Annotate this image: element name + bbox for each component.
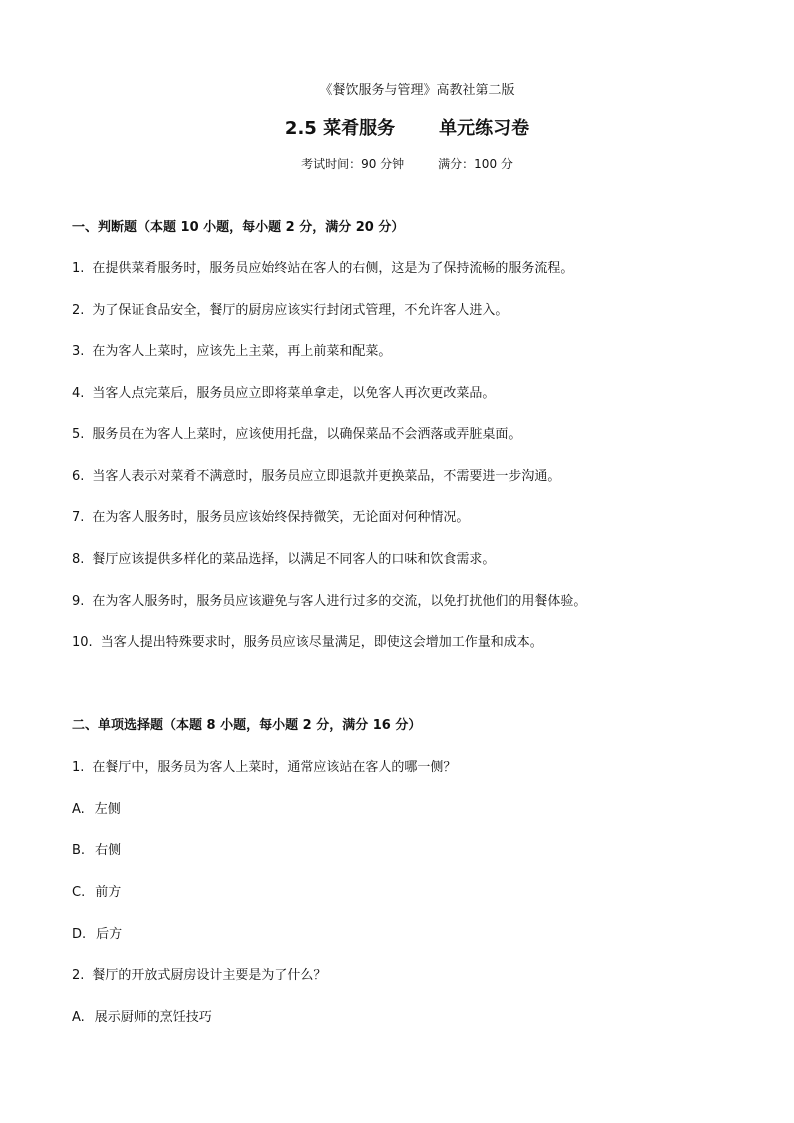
mc-option-a: [72, 800, 121, 820]
exam-title-chapter: 2.5 菜肴服务: [284, 118, 396, 139]
question-text: 在为客人服务时，服务员应该始终保持微笑，无论面对何种情况。: [92, 510, 470, 525]
tf-question-6: [72, 467, 560, 487]
option-letter: A.: [72, 1010, 85, 1025]
tf-question-9: [72, 592, 586, 612]
tf-question-3: [72, 342, 391, 362]
option-text: 左侧: [94, 802, 121, 817]
mc-option-b: [72, 841, 121, 861]
exam-info: [0, 155, 794, 173]
exam-title: [0, 116, 794, 142]
tf-question-4: [72, 384, 495, 404]
exam-time: 考试时间：90 分钟: [301, 157, 405, 171]
option-letter: B.: [72, 843, 86, 858]
full-score: 满分：100 分: [438, 157, 513, 171]
tf-question-1: [72, 259, 573, 279]
question-number: 2.: [72, 968, 85, 983]
question-number: 4.: [72, 386, 85, 401]
question-text: 当客人表示对菜肴不满意时，服务员应立即退款并更换菜品，不需要进一步沟通。: [92, 469, 561, 484]
mc-question-2: [72, 966, 326, 986]
question-number: 8.: [72, 552, 85, 567]
tf-question-7: [72, 508, 469, 528]
question-text: 当客人点完菜后，服务员应立即将菜单拿走，以免客人再次更改菜品。: [92, 386, 496, 401]
question-number: 7.: [72, 510, 85, 525]
tf-question-2: [72, 301, 508, 321]
option-letter: A.: [72, 802, 85, 817]
option-letter: C.: [72, 885, 86, 900]
question-number: 1.: [72, 261, 85, 276]
option-text: 右侧: [95, 843, 122, 858]
section2-heading: 二、单项选择题（本题 8 小题，每小题 2 分，满分 16 分）: [72, 718, 422, 733]
question-number: 5.: [72, 427, 85, 442]
question-number: 6.: [72, 469, 85, 484]
section1-heading: 一、判断题（本题 10 小题，每小题 2 分，满分 20 分）: [72, 220, 405, 235]
question-text: 在为客人服务时，服务员应该避免与客人进行过多的交流，以免打扰他们的用餐体验。: [92, 594, 587, 609]
question-number: 1.: [72, 760, 85, 775]
question-text: 在餐厅中，服务员为客人上菜时，通常应该站在客人的哪一侧？: [92, 760, 457, 775]
option-text: 后方: [96, 927, 123, 942]
question-number: 3.: [72, 344, 85, 359]
mc-option-c: [72, 883, 121, 903]
question-text: 当客人提出特殊要求时，服务员应该尽量满足，即使这会增加工作量和成本。: [100, 635, 543, 650]
mc-option-d: [72, 925, 122, 945]
option-text: 前方: [95, 885, 122, 900]
mc-option-a: [72, 1008, 212, 1028]
tf-question-8: [72, 550, 495, 570]
question-number: 10.: [72, 635, 93, 650]
question-text: 在提供菜肴服务时，服务员应始终站在客人的右侧，这是为了保持流畅的服务流程。: [92, 261, 574, 276]
tf-question-10: [72, 633, 543, 653]
option-letter: D.: [72, 927, 87, 942]
exam-title-type: 单元练习卷: [439, 118, 530, 139]
question-text: 餐厅应该提供多样化的菜品选择，以满足不同客人的口味和饮食需求。: [92, 552, 496, 567]
option-text: 展示厨师的烹饪技巧: [94, 1010, 212, 1025]
question-number: 2.: [72, 303, 85, 318]
mc-question-1: [72, 758, 456, 778]
question-text: 在为客人上菜时，应该先上主菜，再上前菜和配菜。: [92, 344, 392, 359]
book-title: 《餐饮服务与管理》高教社第二版: [319, 83, 515, 98]
tf-question-5: [72, 425, 521, 445]
question-text: 餐厅的开放式厨房设计主要是为了什么？: [92, 968, 327, 983]
question-number: 9.: [72, 594, 85, 609]
question-text: 为了保证食品安全，餐厅的厨房应该实行封闭式管理，不允许客人进入。: [92, 303, 509, 318]
question-text: 服务员在为客人上菜时，应该使用托盘，以确保菜品不会洒落或弄脏桌面。: [92, 427, 522, 442]
